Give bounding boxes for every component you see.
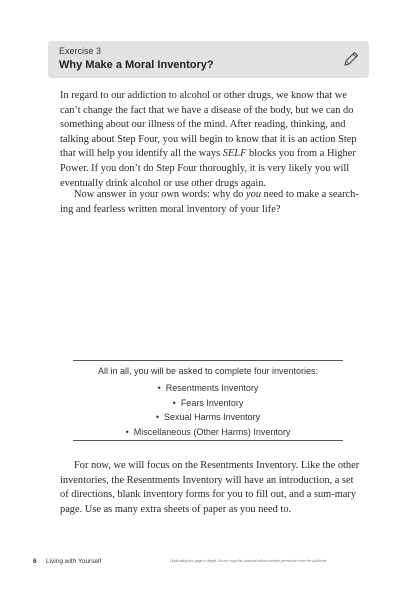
- pencil-icon: [342, 50, 360, 68]
- self-emphasis: SELF: [222, 148, 247, 160]
- page-number: 6: [33, 558, 37, 565]
- question-paragraph: Now answer in your own words: why do you need to make a search-ing and fearless written moral inventory of your life?: [60, 189, 359, 215]
- you-emphasis: you: [246, 189, 262, 200]
- list-item: • Sexual Harms Inventory: [73, 410, 343, 425]
- list-item: • Miscellaneous (Other Harms) Inventory: [73, 425, 343, 440]
- exercise-title: Why Make a Moral Inventory?: [59, 59, 214, 71]
- copyright-note: Duplicating this page is illegal. Do not copy this material without written permission from the publisher.: [170, 559, 328, 563]
- exercise-label: Exercise 3: [59, 46, 102, 56]
- intro-paragraph: In regard to our addiction to alcohol or other drugs, we know that we can’t change the fact that we have a disease of the body, but we can do something about our illness of the mind. After reading, thinking, and talking about Step Four, you will begin to know that it is an action Step that will help you identify all the ways SELF blocks you from a Higher Power. If you don’t do Step Four thoroughly, it is very likely you will eventually drink alcohol or use other drugs again.: [60, 90, 357, 189]
- list-item: • Fears Inventory: [73, 396, 343, 411]
- bottom-divider: [73, 440, 343, 441]
- inventories-list: [73, 381, 343, 439]
- footer-book-title: Living with Yourself: [46, 558, 102, 565]
- closing-paragraph: For now, we will focus on the Resentments Inventory. Like the other inventories, the Resentments Inventory will have an introduction, a set of directions, blank inventory forms for you to fill out, and a sum-mary page. Use as many extra sheets of paper as you need to.: [60, 460, 360, 515]
- inventories-intro: All in all, you will be asked to complete four inventories:: [97, 366, 319, 376]
- exercise-header: [48, 41, 369, 78]
- list-item: • Resentments Inventory: [73, 381, 343, 396]
- top-divider: [73, 360, 343, 361]
